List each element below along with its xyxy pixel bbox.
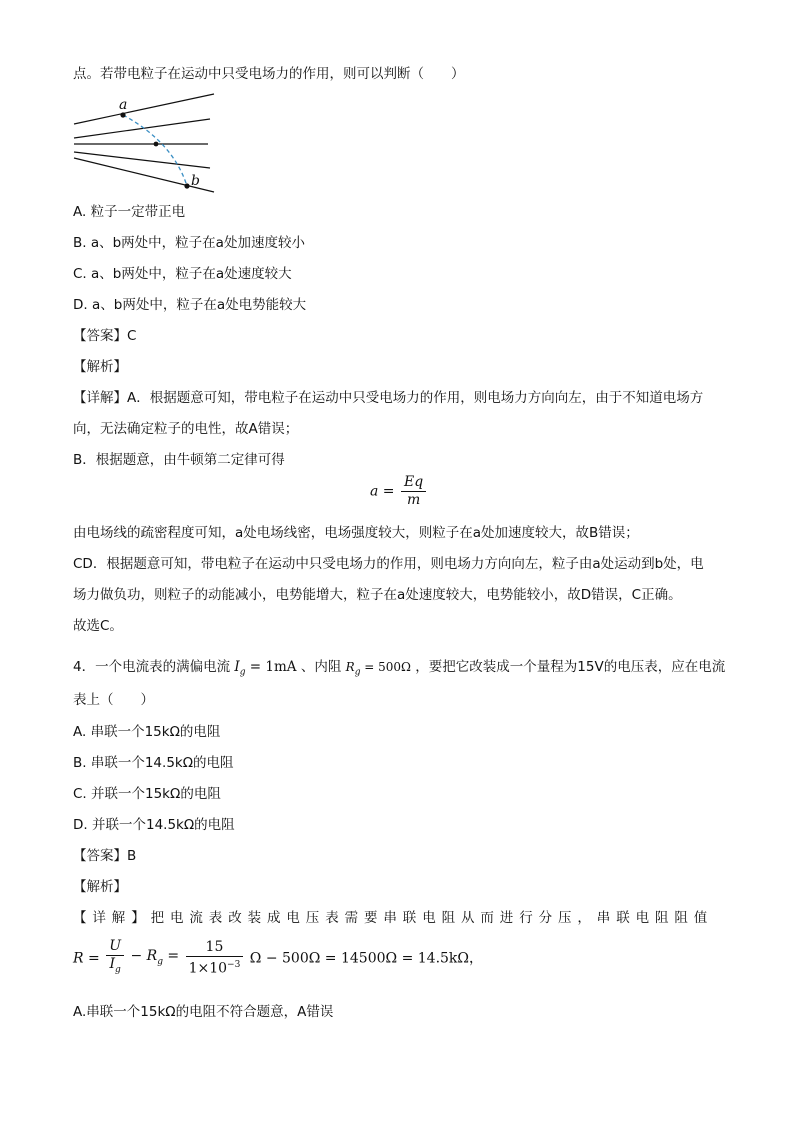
newton-formula xyxy=(370,474,428,509)
point-b xyxy=(184,183,189,188)
q4-option-d: D. 并联一个14.5kΩ的电阻 xyxy=(73,817,235,833)
q3-detail-3: B．根据题意，由牛顿第二定律可得 xyxy=(73,452,285,468)
formula-fraction xyxy=(401,474,426,509)
q3-option-b: B. a、b两处中，粒子在a处加速度较小 xyxy=(73,235,305,251)
electric-field-diagram xyxy=(68,92,218,196)
q3-detail-1: 【详解】A．根据题意可知，带电粒子在运动中只受电场力的作用，则电场力方向向左，由于不知道电场方 xyxy=(73,390,704,406)
q4-answer: 【答案】B xyxy=(73,848,137,864)
label-b: b xyxy=(191,173,200,189)
q3-option-d: D. a、b两处中，粒子在a处电势能较大 xyxy=(73,297,307,313)
formula-numerator: Eq xyxy=(401,474,426,492)
fifteen-over-milli: $\frac{15}{1\times 10^{-3}}$ xyxy=(186,939,244,978)
point-a xyxy=(120,112,125,117)
q3-analysis-heading: 【解析】 xyxy=(73,359,127,375)
q4-option-c: C. 并联一个15kΩ的电阻 xyxy=(73,786,221,802)
field-line xyxy=(74,119,210,138)
q4-option-a: A. 串联一个15kΩ的电阻 xyxy=(73,724,221,740)
field-line xyxy=(74,94,214,124)
q4-detail-2: A.串联一个15kΩ的电阻不符合题意，A错误 xyxy=(73,1004,334,1020)
q3-detail-6: 场力做负功，则粒子的动能减小，电势能增大，粒子在a处速度较大，电势能较小，故D错误，C正确。 xyxy=(73,587,682,603)
question-3-stem: 点。若带电粒子在运动中只受电场力的作用，则可以判断（ ） xyxy=(73,66,465,82)
q3-detail-4: 由电场线的疏密程度可知，a处电场线密，电场强度较大，则粒子在a处加速度较大，故B错误； xyxy=(73,525,639,541)
ig-symbol: $I_g$ xyxy=(234,659,246,678)
q3-option-c: C. a、b两处中，粒子在a处速度较大 xyxy=(73,266,292,282)
label-a: a xyxy=(119,97,128,113)
formula-denominator: m xyxy=(406,492,421,508)
u-over-ig: $\frac{U}{I_g}$ xyxy=(106,938,124,979)
q3-option-a: A. 粒子一定带正电 xyxy=(73,204,186,220)
q3-answer: 【答案】C xyxy=(73,328,137,344)
q4-detail-1: 【详解】把电流表改装成电压表需要串联电阻从而进行分压，串联电阻阻值 xyxy=(73,910,714,926)
rg-symbol: $R_g$ xyxy=(345,660,361,678)
particle-trajectory xyxy=(123,115,187,186)
q4-analysis-heading: 【解析】 xyxy=(73,879,127,895)
q4-option-b: B. 串联一个14.5kΩ的电阻 xyxy=(73,755,234,771)
question-4-stem-line-2: 表上（ ） xyxy=(73,692,154,708)
formula-lhs: a = xyxy=(370,483,395,500)
question-4-stem-line-1: 4．一个电流表的满偏电流 $I_g = 1mA$ 、内阻 $R_g = 500\Omega$ ，要把它改装成一个量程为15V的电压表，应在电流 xyxy=(73,659,726,678)
midpoint xyxy=(154,142,159,147)
q3-detail-7: 故选C。 xyxy=(73,618,123,634)
series-resistance-formula: R = $\frac{U}{I_g}$ − $R_g$ = $\frac{15}{1\times 10^{-3}}$ Ω − 500Ω = 14500Ω = 14.5kΩ， xyxy=(73,938,483,979)
q3-detail-2: 向，无法确定粒子的电性，故A错误； xyxy=(73,421,299,437)
q3-detail-5: CD．根据题意可知，带电粒子在运动中只受电场力的作用，则电场力方向向左，粒子由a处运动到b处，电 xyxy=(73,556,704,572)
field-line xyxy=(74,152,210,168)
